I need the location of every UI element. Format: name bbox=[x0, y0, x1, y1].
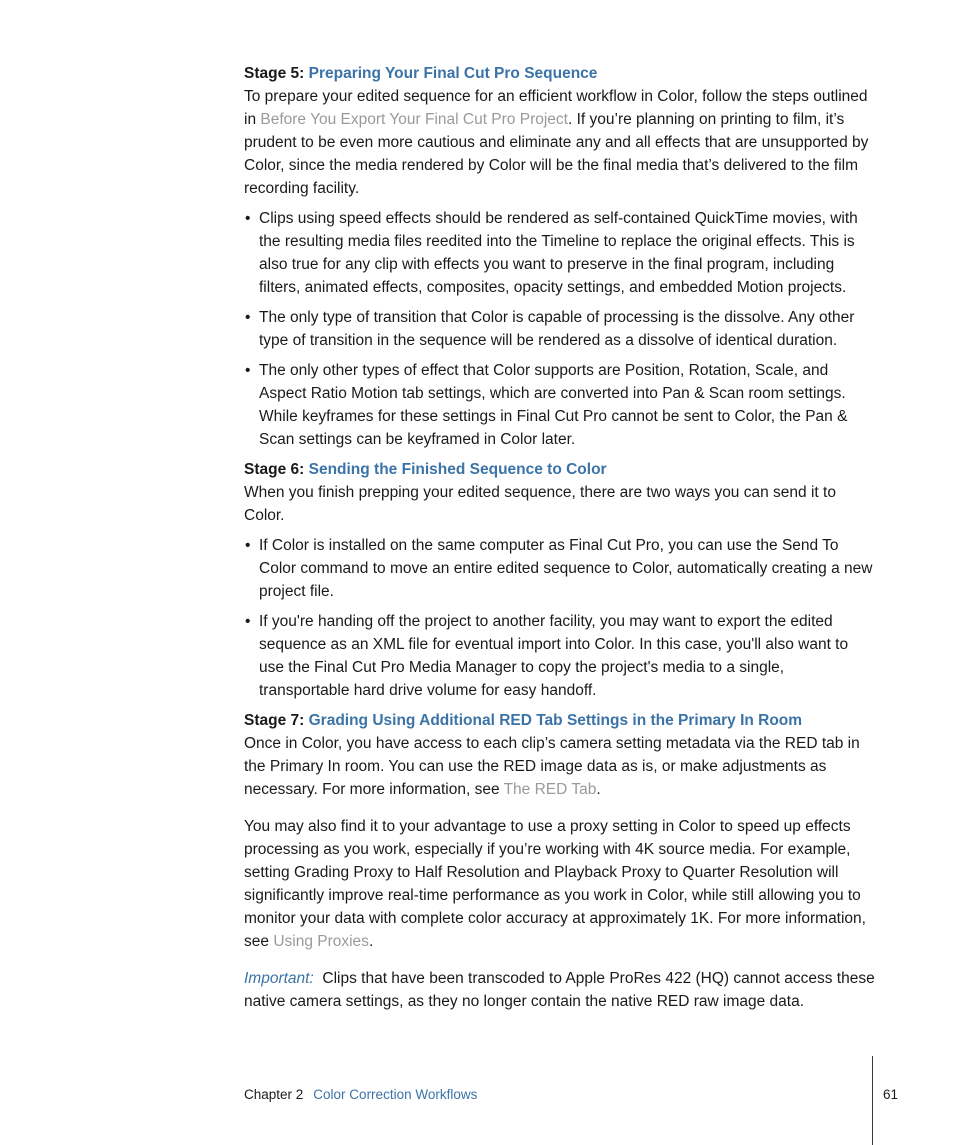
stage-7-paragraph-2 bbox=[244, 815, 876, 953]
bullet-glyph: • bbox=[245, 362, 251, 379]
stage-5-intro bbox=[244, 85, 876, 200]
before-you-export-link[interactable]: Before You Export Your Final Cut Pro Project bbox=[260, 111, 568, 128]
footer-chapter-title: Color Correction Workflows bbox=[313, 1087, 478, 1102]
stage-6-title-link[interactable]: Sending the Finished Sequence to Color bbox=[308, 461, 607, 478]
bullet-glyph: • bbox=[245, 309, 251, 326]
stage-5-intro-text-2: . If you’re planning on printing to film, it’s prudent to be even more cautious and eliminate any and all effects that are unsupported by Color, since the media rendered by Color will be the final media that’s delivered to the film recording facility. bbox=[244, 111, 869, 197]
stage-5-heading bbox=[244, 62, 876, 85]
list-item bbox=[244, 359, 876, 451]
stage-7-title-link[interactable]: Grading Using Additional RED Tab Settings in the Primary In Room bbox=[308, 712, 803, 729]
stage-6-bullet-list bbox=[244, 534, 876, 702]
stage-6-section bbox=[244, 458, 876, 702]
important-note bbox=[244, 967, 879, 1013]
footer-chapter: Chapter 2 bbox=[244, 1087, 304, 1102]
red-tab-link[interactable]: The RED Tab bbox=[503, 781, 597, 798]
important-text: Clips that have been transcoded to Apple ProRes 422 (HQ) cannot access these native camera settings, as they no longer contain the native RED raw image data. bbox=[244, 970, 879, 1010]
list-item-text: If you're handing off the project to another facility, you may want to export the edited sequence as an XML file for eventual import into Color. In this case, you'll also want to use the Final Cut Pro Media Manager to copy the project's media to a single, transportable hard drive volume for easy handoff. bbox=[259, 613, 849, 699]
stage-7-paragraph-1 bbox=[244, 732, 876, 801]
stage-7-p2-text-1: You may also find it to your advantage to use a proxy setting in Color to speed up effects processing as you work, especially if you’re working with 4K source media. For example, setting Grading Proxy to Half Resolution and Playback Proxy to Quarter Resolution will significantly improve real-time performance as you work in Color, while still allowing you to monitor your data with complete color accuracy at approximately 1K. For more information, see bbox=[244, 818, 866, 950]
stage-5-intro-text-1: To prepare your edited sequence for an efficient workflow in Color, follow the steps outlined in bbox=[244, 88, 868, 128]
list-item bbox=[244, 306, 876, 352]
stage-5-title-link[interactable]: Preparing Your Final Cut Pro Sequence bbox=[308, 65, 598, 82]
bullet-glyph: • bbox=[245, 537, 251, 554]
stage-5-prefix: Stage 5: bbox=[244, 65, 309, 82]
using-proxies-link[interactable]: Using Proxies bbox=[273, 933, 369, 950]
footer-divider bbox=[872, 1056, 873, 1145]
stage-7-prefix: Stage 7: bbox=[244, 712, 309, 729]
bullet-glyph: • bbox=[245, 613, 251, 630]
stage-5-bullet-list bbox=[244, 207, 876, 451]
page-footer bbox=[244, 1085, 477, 1105]
bullet-glyph: • bbox=[245, 210, 251, 227]
stage-7-p1-text-2: . bbox=[596, 781, 601, 798]
stage-7-p2-text-2: . bbox=[368, 933, 374, 950]
stage-7-p1-text-1: Once in Color, you have access to each clip’s camera setting metadata via the RED tab in the Primary In room. You can use the RED image data as is, or make adjustments as necessary. For more information, see bbox=[244, 735, 860, 798]
list-item bbox=[244, 207, 876, 299]
stage-5-section bbox=[244, 62, 876, 451]
page-number: 61 bbox=[883, 1087, 899, 1102]
list-item-text: Clips using speed effects should be rendered as self-contained QuickTime movies, with the resulting media files reedited into the Timeline to replace the original effects. This is also true for any clip with effects you want to preserve in the final program, including filters, animated effects, composites, opacity settings, and embedded Motion projects. bbox=[259, 210, 858, 296]
stage-6-intro: When you finish prepping your edited sequence, there are two ways you can send it to Color. bbox=[244, 484, 836, 524]
page-content bbox=[244, 62, 879, 1020]
list-item-text: If Color is installed on the same computer as Final Cut Pro, you can use the Send To Color command to move an entire edited sequence to Color, automatically creating a new project file. bbox=[259, 537, 873, 600]
list-item-text: The only other types of effect that Color supports are Position, Rotation, Scale, and Aspect Ratio Motion tab settings, which are converted into Pan & Scan room settings. While keyframes for these settings in Final Cut Pro cannot be sent to Color, the Pan & Scan settings can be keyframed in Color later. bbox=[259, 362, 848, 448]
stage-7-section bbox=[244, 709, 879, 1013]
stage-6-heading bbox=[244, 458, 876, 481]
important-label: Important: bbox=[244, 970, 314, 987]
stage-7-heading bbox=[244, 709, 876, 732]
stage-6-prefix: Stage 6: bbox=[244, 461, 309, 478]
list-item-text: The only type of transition that Color is capable of processing is the dissolve. Any other type of transition in the sequence will be rendered as a dissolve of identical duration. bbox=[259, 309, 855, 349]
list-item bbox=[244, 610, 876, 702]
list-item bbox=[244, 534, 876, 603]
